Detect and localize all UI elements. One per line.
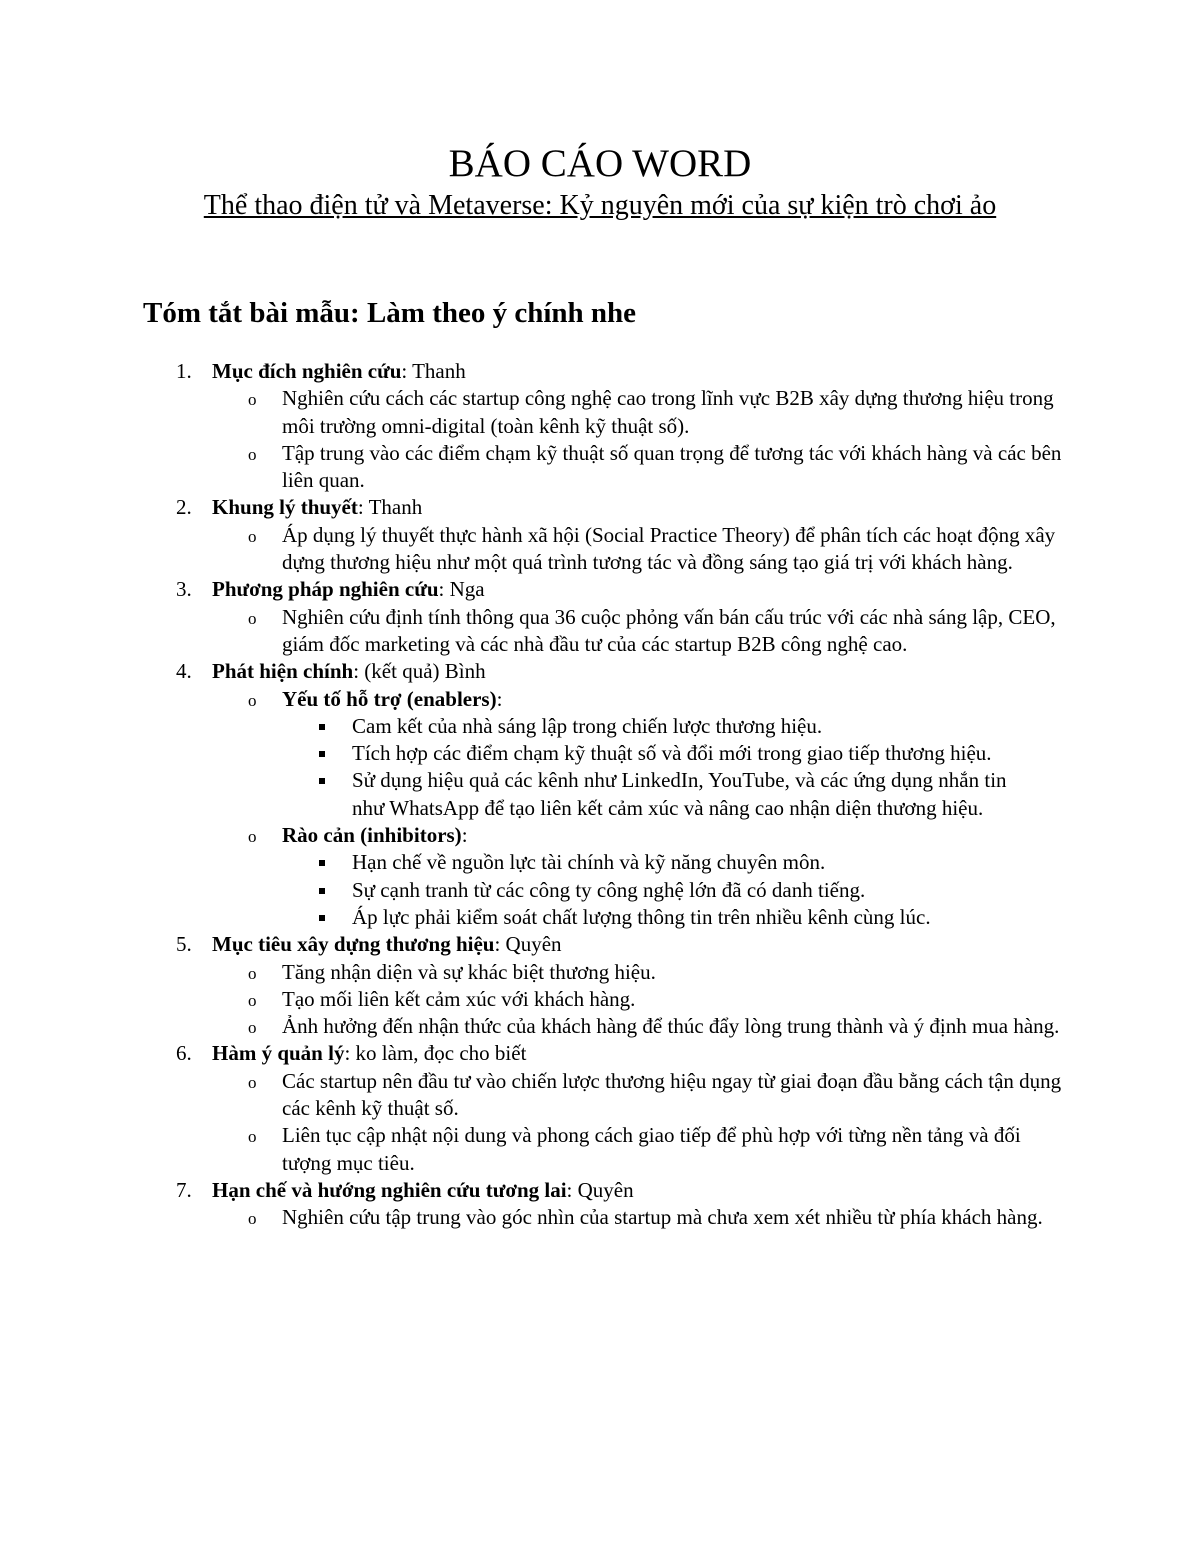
square-bullet-icon — [319, 778, 325, 784]
item-number: 7. — [176, 1177, 192, 1202]
list-item — [0, 494, 1072, 576]
sub-item-label: Rào cản (inhibitors) — [282, 823, 462, 848]
sub-list — [212, 385, 1072, 494]
sub-item — [212, 1204, 1062, 1231]
sub-item-text: Nghiên cứu định tính thông qua 36 cuộc phỏng vấn bán cấu trúc với các nhà sáng lập, CEO, giám đốc marketing và các nhà đầu tư của các startup B2B công nghệ cao. — [282, 604, 1056, 656]
sub-item-text: Tập trung vào các điểm chạm kỹ thuật số quan trọng để tương tác với khách hàng và các bên liên quan. — [282, 440, 1062, 493]
list-item — [0, 576, 1072, 658]
point-text: Áp lực phải kiểm soát chất lượng thông tin trên nhiều kênh cùng lúc. — [352, 904, 931, 929]
summary-content — [0, 358, 1200, 1232]
item-assignee: : (kết quả) Bình — [353, 659, 486, 684]
square-bullet-icon — [319, 860, 325, 866]
item-label: Hàm ý quản lý — [212, 1041, 345, 1066]
item-label: Mục tiêu xây dựng thương hiệu — [212, 932, 495, 957]
sub-item — [212, 440, 1062, 495]
sub-item-colon: : — [461, 823, 468, 848]
item-label: Khung lý thuyết — [212, 495, 358, 520]
circle-bullet-icon: o — [248, 1127, 257, 1147]
document-subtitle: Thể thao điện tử và Metaverse: Kỷ nguyên mới của sự kiện trò chơi ảo — [203, 190, 997, 221]
point-item — [282, 740, 1022, 767]
sub-list — [212, 522, 1072, 577]
circle-bullet-icon: o — [248, 690, 257, 710]
point-item — [282, 849, 1022, 876]
sub-item-colon: : — [496, 686, 503, 711]
sub-item — [212, 1013, 1062, 1040]
circle-bullet-icon: o — [248, 1072, 257, 1092]
item-label: Mục đích nghiên cứu — [212, 359, 402, 383]
point-item — [282, 767, 1022, 822]
sub-list — [212, 1068, 1072, 1177]
circle-bullet-icon: o — [248, 827, 257, 847]
circle-bullet-icon: o — [248, 1018, 257, 1038]
point-item — [282, 877, 1022, 904]
item-label: Phương pháp nghiên cứu — [212, 577, 439, 602]
sub-item-text: Liên tục cập nhật nội dung và phong cách giao tiếp để phù hợp với từng nền tảng và đối tượng mục tiêu. — [282, 1123, 1021, 1175]
list-item — [0, 358, 1072, 494]
list-item — [0, 1040, 1072, 1176]
sub-item-text: Nghiên cứu cách các startup công nghệ cao trong lĩnh vực B2B xây dựng thương hiệu trong môi trường omni-digital (toàn kênh kỹ thuật số). — [282, 386, 1054, 438]
sub-list — [212, 959, 1072, 1041]
point-text: Hạn chế về nguồn lực tài chính và kỹ năng chuyên môn. — [352, 850, 826, 875]
item-number: 3. — [176, 577, 192, 602]
section-heading: Tóm tắt bài mẫu: Làm theo ý chính nhe — [143, 297, 637, 329]
sub-item — [212, 822, 1062, 931]
item-assignee: : Nga — [438, 577, 485, 602]
sub-item-text: Áp dụng lý thuyết thực hành xã hội (Social Practice Theory) để phân tích các hoạt động xây dựng thương hiệu như một quá trình tương tác và đồng sáng tạo giá trị với khách hàng. — [282, 522, 1056, 575]
list-item — [0, 931, 1072, 1040]
point-list — [282, 713, 1062, 822]
point-item — [282, 904, 1022, 931]
point-text: Sử dụng hiệu quả các kênh như LinkedIn, YouTube, và các ứng dụng nhắn tin như WhatsApp để tạo liên kết cảm xúc và nâng cao nhận diện thương hiệu. — [352, 768, 1007, 820]
sub-item-text: Tạo mối liên kết cảm xúc với khách hàng. — [282, 986, 636, 1011]
square-bullet-icon — [319, 888, 325, 894]
sub-item — [212, 522, 1062, 577]
sub-list — [212, 604, 1072, 659]
sub-item — [212, 686, 1062, 822]
point-text: Cam kết của nhà sáng lập trong chiến lược thương hiệu. — [352, 713, 823, 738]
point-list — [282, 849, 1062, 931]
item-number: 1. — [176, 359, 192, 383]
item-assignee: : Quyên — [494, 932, 562, 957]
sub-item-text: Nghiên cứu tập trung vào góc nhìn của startup mà chưa xem xét nhiều từ phía khách hàng. — [282, 1205, 1043, 1230]
item-number: 2. — [176, 495, 192, 520]
sub-list — [212, 1204, 1072, 1231]
square-bullet-icon — [319, 915, 325, 921]
item-assignee: : Thanh — [401, 359, 466, 383]
item-number: 5. — [176, 932, 192, 957]
circle-bullet-icon: o — [248, 608, 257, 628]
item-number: 4. — [176, 659, 192, 684]
item-label: Phát hiện chính — [212, 659, 354, 684]
item-label: Hạn chế và hướng nghiên cứu tương lai — [212, 1177, 567, 1202]
sub-item — [212, 385, 1062, 440]
item-assignee: : ko làm, đọc cho biết — [344, 1041, 527, 1066]
circle-bullet-icon: o — [248, 390, 257, 410]
item-number: 6. — [176, 1041, 192, 1066]
sub-item — [212, 1122, 1062, 1177]
circle-bullet-icon: o — [248, 963, 257, 983]
sub-item — [212, 1068, 1062, 1123]
sub-item-text: Các startup nên đầu tư vào chiến lược thương hiệu ngay từ giai đoạn đầu bằng cách tận dụng các kênh kỹ thuật số. — [282, 1068, 1062, 1121]
point-text: Sự cạnh tranh từ các công ty công nghệ lớn đã có danh tiếng. — [352, 877, 866, 902]
sub-item-text: Ảnh hưởng đến nhận thức của khách hàng để thúc đẩy lòng trung thành và ý định mua hàng. — [282, 1014, 1060, 1039]
circle-bullet-icon: o — [248, 1209, 257, 1229]
sub-item — [212, 986, 1062, 1013]
item-assignee: : Quyên — [566, 1177, 634, 1202]
numbered-list — [0, 358, 1200, 1232]
sub-item — [212, 959, 1062, 986]
sub-item-text: Tăng nhận diện và sự khác biệt thương hiệu. — [282, 959, 656, 984]
point-text: Tích hợp các điểm chạm kỹ thuật số và đổi mới trong giao tiếp thương hiệu. — [352, 741, 992, 766]
square-bullet-icon — [319, 751, 325, 757]
square-bullet-icon — [319, 724, 325, 730]
document-title: BÁO CÁO WORD — [448, 142, 752, 185]
circle-bullet-icon: o — [248, 444, 257, 464]
item-assignee: : Thanh — [357, 495, 423, 520]
sub-item-label: Yếu tố hỗ trợ (enablers) — [282, 686, 497, 711]
list-item — [0, 658, 1072, 931]
list-item — [0, 1177, 1072, 1232]
sub-item — [212, 604, 1062, 659]
point-item — [282, 713, 1022, 740]
circle-bullet-icon: o — [248, 990, 257, 1010]
circle-bullet-icon: o — [248, 526, 257, 546]
sub-list — [212, 686, 1072, 932]
